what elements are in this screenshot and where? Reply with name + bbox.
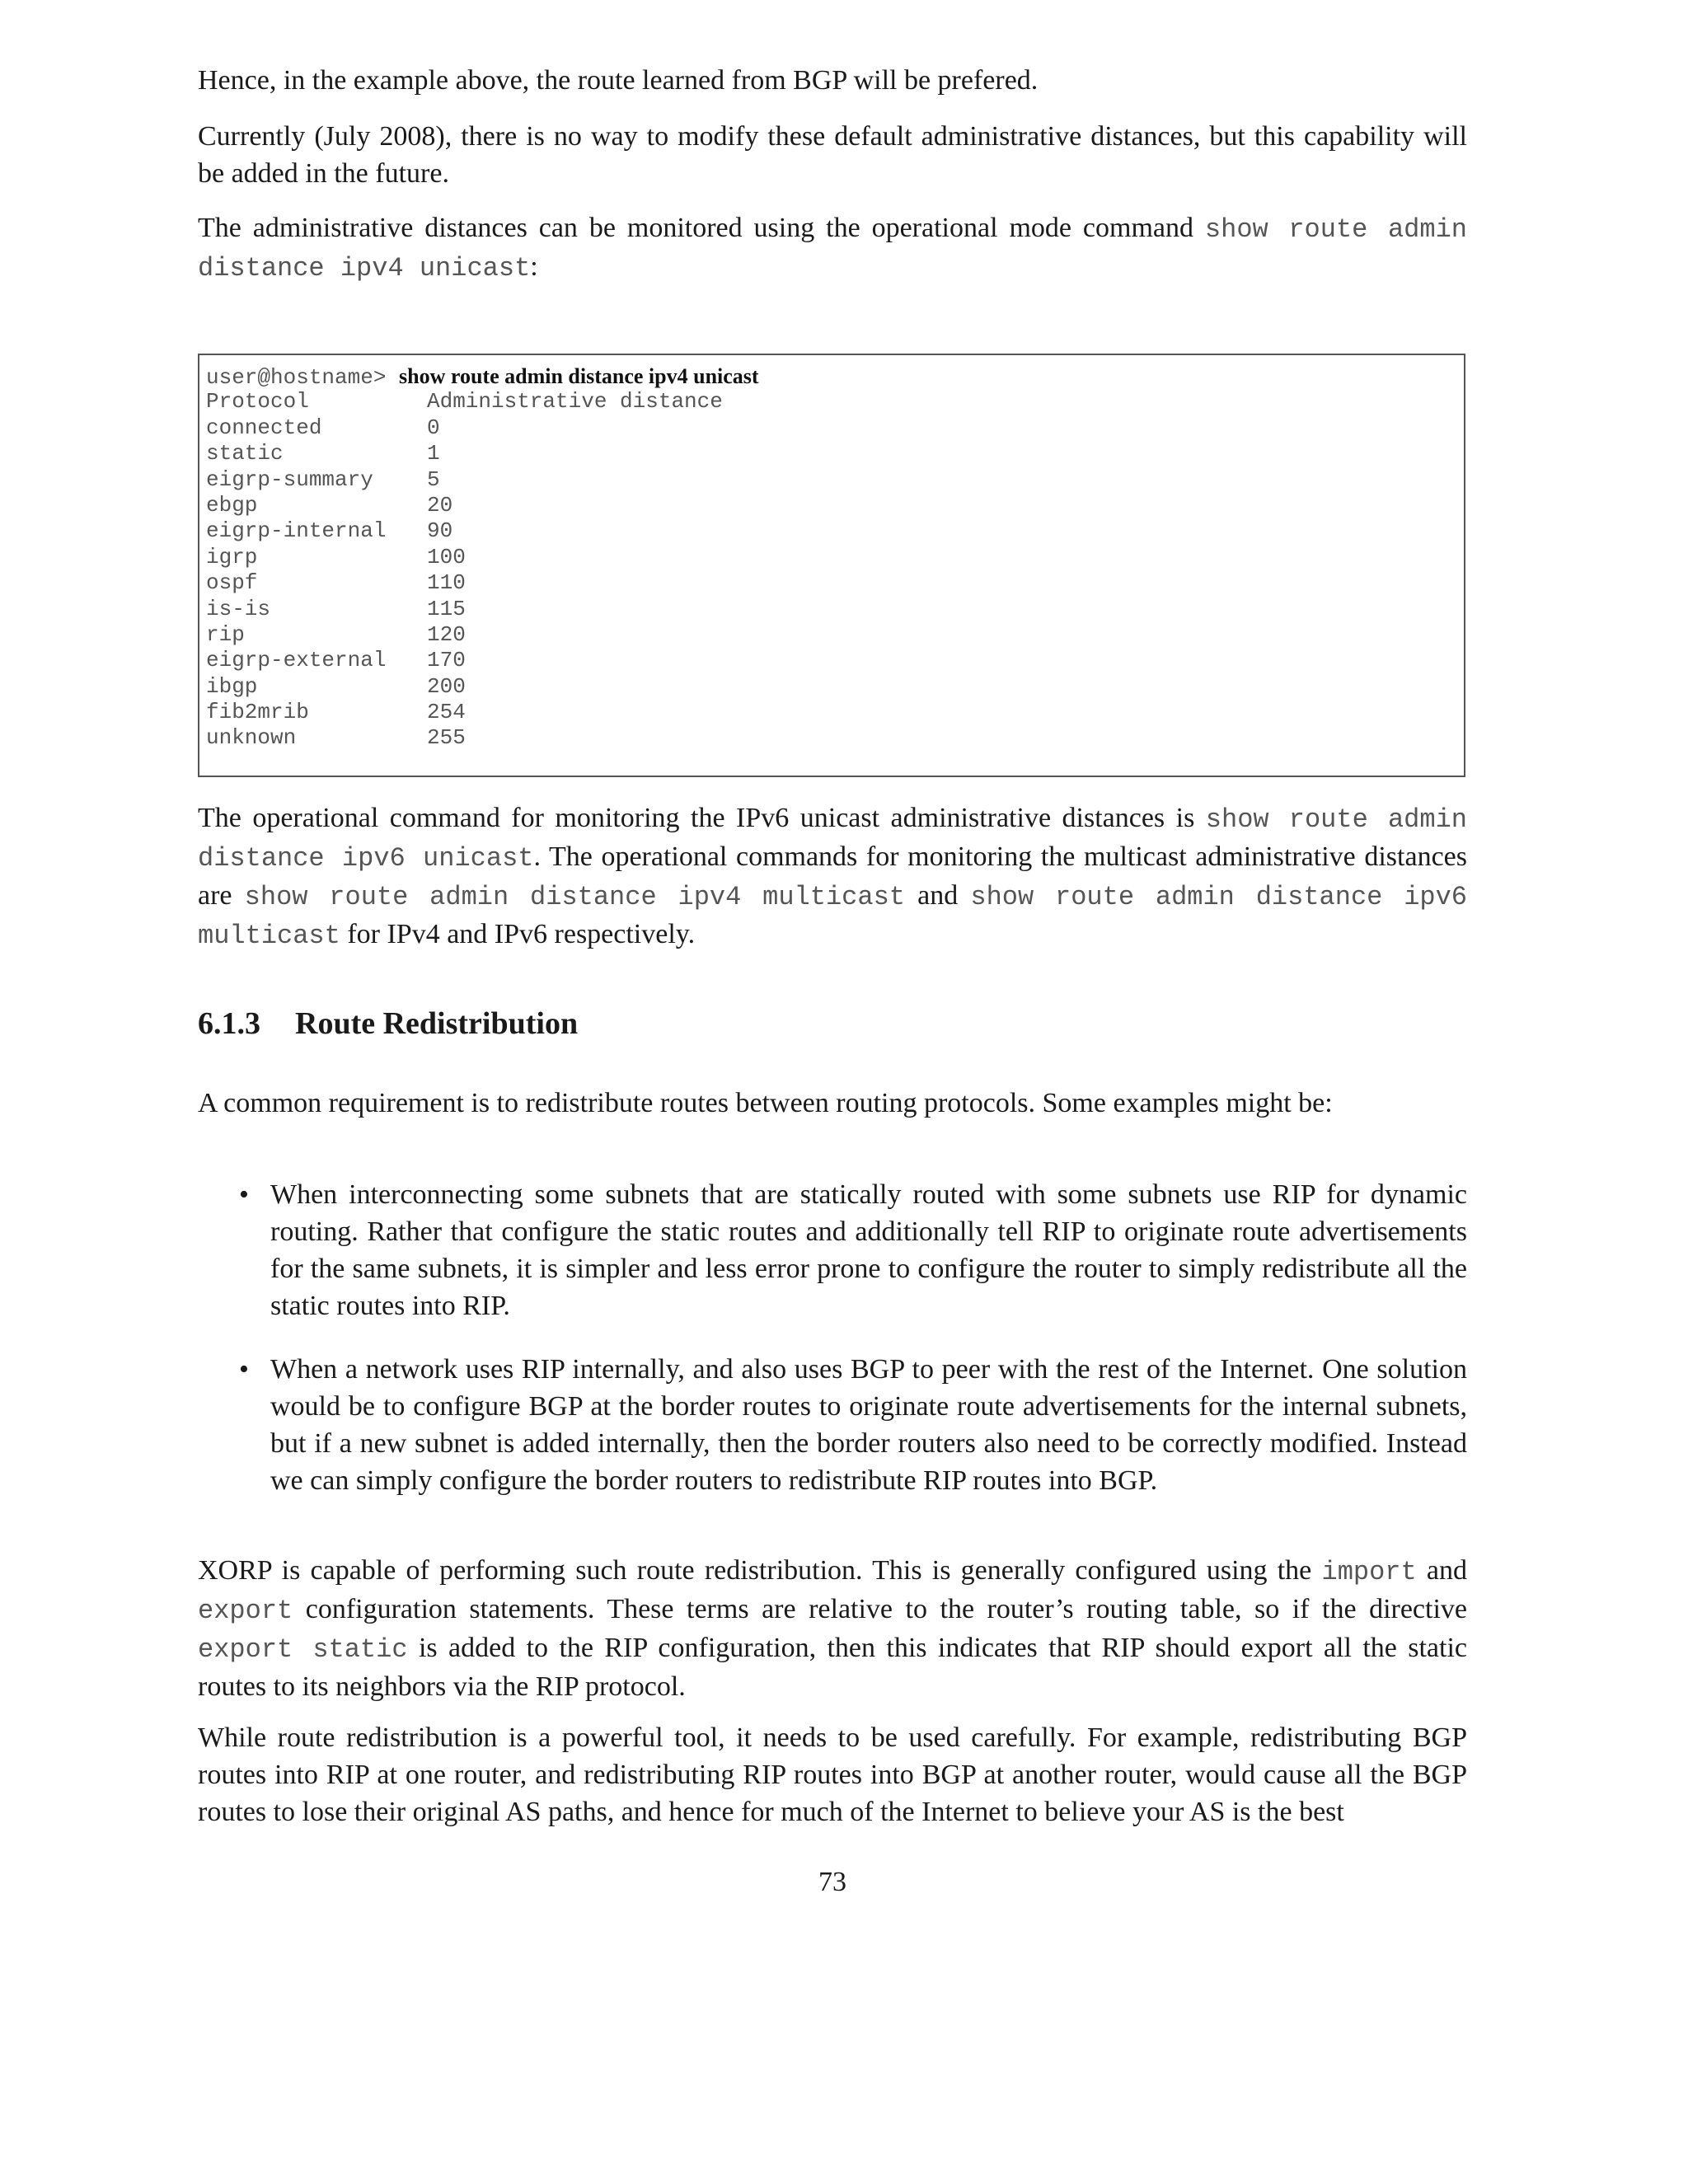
terminal-header <box>206 389 759 415</box>
inline-code: export <box>198 1596 293 1626</box>
inline-code: import <box>1321 1557 1417 1587</box>
inline-code: show route admin distance ipv6 unicast <box>198 804 1467 874</box>
terminal-command: show route admin distance ipv4 unicast <box>399 364 759 388</box>
page-number: 73 <box>818 1867 846 1897</box>
protocol-cell: eigrp-summary <box>206 466 373 492</box>
bullet-dot: • <box>239 1179 249 1210</box>
paragraph-text: is added to the RIP configuration, then this indicates that RIP should export all the static routes to its neighbors via the RIP protocol. <box>198 1633 1467 1702</box>
terminal-prompt-line <box>206 363 759 389</box>
protocol-cell: static <box>206 441 284 466</box>
table-row <box>206 597 759 622</box>
paragraph-text: and <box>904 880 971 911</box>
distance-cell: 255 <box>427 725 466 751</box>
distance-cell: 0 <box>427 415 440 440</box>
list-item <box>239 1176 1467 1324</box>
section-number: 6.1.3 <box>198 1006 260 1041</box>
protocol-cell: is-is <box>206 596 271 621</box>
table-row <box>206 725 759 751</box>
paragraph-text: XORP is capable of performing such route redistribution. This is generally configured using the <box>198 1555 1322 1586</box>
section-title: Route Redistribution <box>295 1006 579 1041</box>
paragraph-tail: : <box>530 251 538 282</box>
table-row <box>206 674 759 700</box>
distance-cell: 110 <box>427 570 466 596</box>
inline-code: show route admin distance ipv6 multicast <box>198 882 1468 951</box>
distance-cell: 5 <box>427 466 440 492</box>
paragraph-text: configuration statements. These terms are relative to the router’s routing table, so if the directive <box>293 1594 1467 1624</box>
table-row <box>206 493 759 518</box>
paragraph-default-distances: Currently (July 2008), there is no way to modify these default administrative distances, but this capability will be added in the future. <box>198 121 1467 189</box>
terminal-output-box <box>198 354 1465 777</box>
list-item <box>239 1351 1467 1499</box>
table-row <box>206 441 759 466</box>
list-item-text: When a network uses RIP internally, and also uses BGP to peer with the rest of the Internet. One solution would be to configure BGP at the border routes to originate route advertisements for the internal subnets, but if a new subnet is added internally, then the border routers also need to be correctly modified. Instead we can simply configure the border routers to redistribute RIP routes into BGP. <box>270 1354 1467 1496</box>
paragraph-text: . The operational commands for monitoring the multicast administrative distances are <box>198 841 1467 911</box>
paragraph-redistribution-warning: While route redistribution is a powerful tool, it needs to be used carefully. For example, redistributing BGP routes into RIP at one router, and redistributing RIP routes into BGP at another router, would cause all the BGP routes to lose their original AS paths, and hence for much of the Internet to believe your AS is the best <box>198 1722 1467 1827</box>
protocol-cell: rip <box>206 621 245 647</box>
distance-cell: 1 <box>427 441 440 466</box>
header-distance: Administrative distance <box>427 389 723 415</box>
paragraph-ipv6-multicast <box>198 799 1467 954</box>
distance-cell: 115 <box>427 596 466 621</box>
terminal-lines <box>206 363 759 752</box>
distance-cell: 20 <box>427 492 453 518</box>
paragraph-text: The administrative distances can be monitored using the operational mode command <box>198 213 1205 243</box>
distance-cell: 90 <box>427 518 453 544</box>
table-row <box>206 700 759 725</box>
protocol-cell: ibgp <box>206 673 258 699</box>
protocol-cell: connected <box>206 415 322 440</box>
section-heading <box>198 1005 578 1042</box>
paragraph-common-requirement: A common requirement is to redistribute routes between routing protocols. Some examples might be: <box>198 1088 1333 1118</box>
table-row <box>206 570 759 596</box>
table-row <box>206 545 759 570</box>
bullet-dot: • <box>239 1354 249 1385</box>
protocol-cell: ospf <box>206 570 258 596</box>
distance-cell: 170 <box>427 648 466 673</box>
protocol-cell: igrp <box>206 544 258 569</box>
inline-code: export static <box>198 1634 408 1665</box>
table-row <box>206 467 759 493</box>
protocol-cell: ebgp <box>206 492 258 518</box>
protocol-cell: eigrp-external <box>206 648 387 673</box>
table-row <box>206 415 759 441</box>
distance-cell: 254 <box>427 700 466 725</box>
inline-code: show route admin distance ipv4 multicast <box>244 882 905 912</box>
header-protocol: Protocol <box>206 389 309 415</box>
list-item-text: When interconnecting some subnets that are statically routed with some subnets use RIP for dynamic routing. Rather that configure the static routes and additionally tell RIP to originate route advertisements for the same subnets, it is simpler and less error prone to configure the router to simply redistribute all the static routes into RIP. <box>270 1179 1467 1321</box>
paragraph-text: The operational command for monitoring the IPv6 unicast administrative distances is <box>198 803 1206 833</box>
terminal-prompt: user@hostname> <box>206 365 387 390</box>
paragraph-text: and <box>1416 1555 1468 1586</box>
inline-code: show route admin distance ipv4 unicast <box>198 214 1467 284</box>
table-row <box>206 622 759 648</box>
protocol-cell: unknown <box>206 725 297 751</box>
distance-cell: 200 <box>427 673 466 699</box>
paragraph-bgp-preferred: Hence, in the example above, the route learned from BGP will be prefered. <box>198 65 1039 96</box>
distance-cell: 120 <box>427 621 466 647</box>
paragraph-monitor-command <box>198 209 1467 287</box>
protocol-cell: eigrp-internal <box>206 518 387 544</box>
paragraph-text: for IPv4 and IPv6 respectively. <box>340 919 696 949</box>
protocol-cell: fib2mrib <box>206 700 309 725</box>
table-row <box>206 648 759 673</box>
distance-cell: 100 <box>427 544 466 569</box>
paragraph-xorp-redistribution <box>198 1552 1467 1705</box>
table-row <box>206 518 759 544</box>
